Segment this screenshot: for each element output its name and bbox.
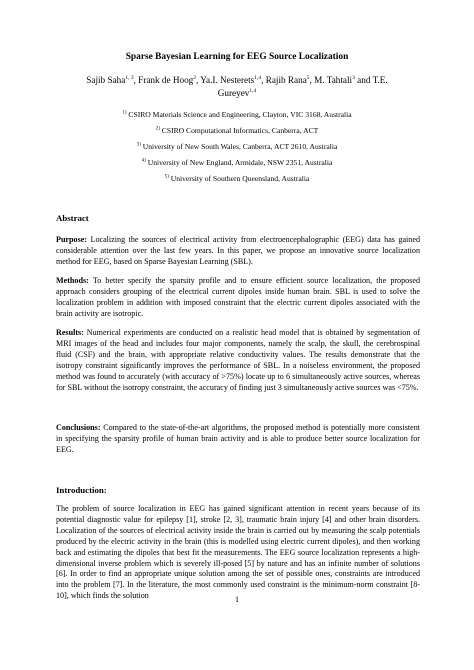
abstract-purpose: Purpose: Localizing the sources of electrical activity from electroencephalographic (EEG) data has gained considerable attention over the last few years. In this paper, we propose an innovative source localization method for EEG, based on Sparse Bayesian Learning (SBL). xyxy=(56,235,420,266)
affiliation: $^{3)}$ University of New South Wales, Canberra, ACT 2610, Australia xyxy=(136,142,338,151)
author: Sajib Saha$^{1, 3}$, xyxy=(86,74,139,85)
affiliation: $^{5)}$ University of Southern Queensland, Australia xyxy=(164,174,310,183)
page-number: 1 xyxy=(234,595,240,604)
abstract-results: Results: Numerical experiments are conducted on a realistic head model that is obtained by segmentation of MRI images of the head and includes four major components, namely the scalp, the skull, the cerebrospinal fluid (CSF) and the brain, with appropriate relative conductivity values. The results demonstrate that the isotropy constraint significantly improves the performance of SBL. In a noiseless environment, the proposed method was found to accurately (with accuracy of >75%) locate up to 6 simultaneously active sources, whereas for SBL without the isotropy constraint, the accuracy of finding just 3 simultaneously active sources was <75%. xyxy=(56,328,420,392)
affiliation: $^{4)}$ University of New England, Armidale, NSW 2351, Australia xyxy=(141,158,333,167)
abstract-heading: Abstract xyxy=(56,213,89,223)
author: Frank de Hoog$^2$, xyxy=(138,74,201,85)
author: Rajib Rana$^5$, xyxy=(265,74,315,85)
affiliation: $^{1)}$ CSIRO Materials Science and Engineering, Clayton, VIC 3168, Australia xyxy=(122,110,352,119)
abstract-conclusions: Conclusions: Compared to the state-of-the-art algorithms, the proposed method is potentially more consistent in specifying the sparsity profile of human brain activity and is able to produce better source localization for EEG. xyxy=(56,423,420,454)
introduction-heading: Introduction: xyxy=(56,485,107,495)
author: M. Tahtali$^3$ and xyxy=(314,74,373,85)
author: Ya.I. Nesterets$^{1,4}$, xyxy=(200,74,266,85)
paper-title: Sparse Bayesian Learning for EEG Source Localization xyxy=(125,52,349,62)
affiliation: $^{2)}$ CSIRO Computational Informatics, Canberra, ACT xyxy=(155,126,319,135)
author: T.E. Gureyev$^{1,4}$ xyxy=(217,75,388,98)
author-list xyxy=(80,74,394,99)
introduction-body: The problem of source localization in EEG has gained significant attention in recent years because of its potential diagnostic value for epilepsy [1], stroke [2, 3], traumatic brain injury [4] and other brain disorders. Localization of the sources of electrical activity inside the brain is carried out by measuring the scalp potentials produced by the electric activity in the brain (this is modelled using electric current dipoles), and then working back and estimating the dipoles that best fit the measurements. The EEG source localization represents a high-dimensional inverse problem which is severely ill-posed [5] by nature and has an infinite number of solutions [6]. In order to find an appropriate unique solution among the set of possible ones, constraints are introduced into the problem [7]. In the literature, the most commonly used constraint is the minimum-norm constraint [8-10], which finds the solution xyxy=(56,504,420,601)
abstract-methods: Methods: To better specify the sparsity profile and to ensure efficient source localization, the proposed approach considers grouping of the electrical current dipoles inside human brain. SBL is used to solve the localization problem in addition with imposed constraint that the electric current dipoles associated with the brain activity are isotropic. xyxy=(56,276,420,318)
